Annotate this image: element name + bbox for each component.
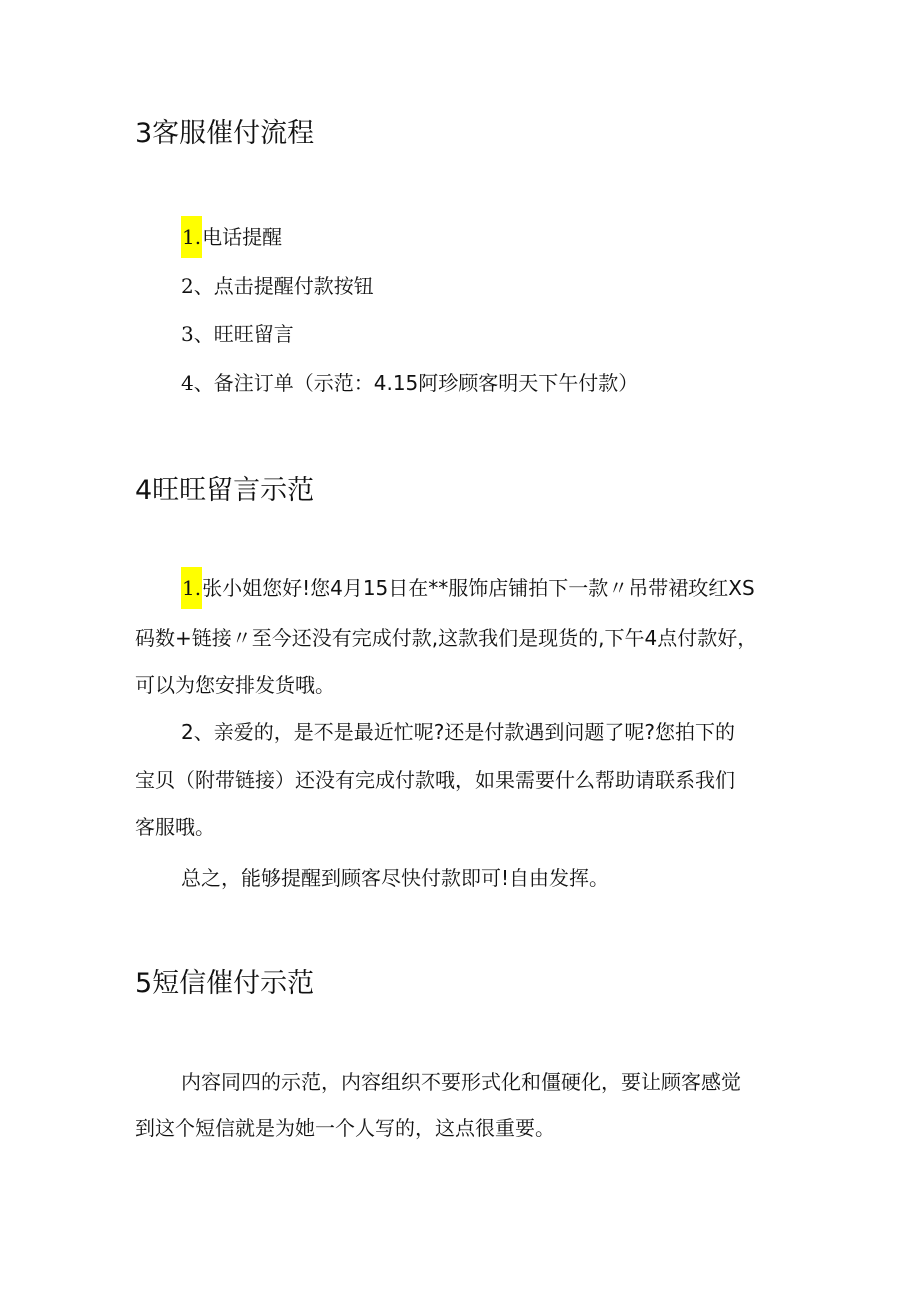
item-text: 旺旺留言 — [213, 322, 294, 346]
section3-item-3 — [181, 319, 294, 349]
item-number: 4、 — [181, 371, 214, 395]
item-number-highlight: 1. — [181, 216, 202, 258]
paragraph-text: 张小姐您好!您4月15日在**服饰店铺拍下一款〃吊带裙玫红XS — [202, 576, 755, 600]
section4-p2-line3: 客服哦。 — [135, 815, 215, 839]
section5-p1-line2: 到这个短信就是为她一个人写的，这点很重要。 — [135, 1116, 555, 1140]
item-text: 电话提醒 — [202, 225, 283, 249]
section3-item-2 — [181, 271, 374, 301]
section4-p1-line1 — [181, 573, 755, 603]
section3-title: 3客服催付流程 — [135, 118, 315, 149]
section4-p2-line1: 2、亲爱的，是不是最近忙呢?还是付款遇到问题了呢?您拍下的 — [181, 720, 735, 744]
section4-p2-line2: 宝贝（附带链接）还没有完成付款哦，如果需要什么帮助请联系我们 — [135, 768, 735, 792]
section4-p1-line2: 码数+链接〃至今还没有完成付款,这款我们是现货的,下午4点付款好， — [135, 626, 758, 650]
section3-item-1 — [181, 222, 282, 252]
item-number: 2、 — [181, 274, 214, 298]
section4-title: 4旺旺留言示范 — [135, 475, 315, 506]
item-text: 备注订单（示范：4.15阿珍顾客明天下午付款） — [213, 371, 639, 395]
section5-p1-line1: 内容同四的示范，内容组织不要形式化和僵硬化，要让顾客感觉 — [181, 1070, 741, 1094]
section4-p3-line1: 总之，能够提醒到顾客尽快付款即可!自由发挥。 — [181, 866, 610, 890]
section4-p1-line3: 可以为您安排发货哦。 — [135, 673, 335, 697]
item-number: 3、 — [181, 322, 214, 346]
section5-title: 5短信催付示范 — [135, 968, 315, 999]
paragraph-number-highlight: 1. — [181, 567, 202, 609]
item-text: 点击提醒付款按钮 — [213, 274, 374, 298]
section3-item-4 — [181, 368, 638, 398]
